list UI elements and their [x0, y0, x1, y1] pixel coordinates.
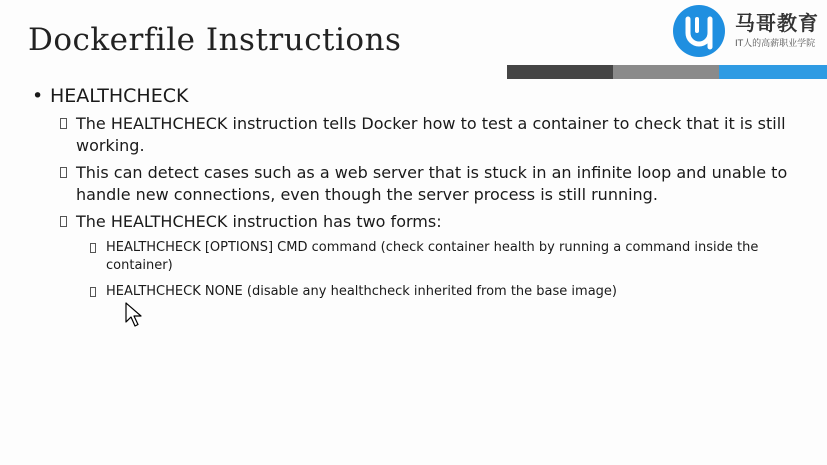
bullet-label: HEALTHCHECK: [50, 85, 189, 107]
form-text: HEALTHCHECK NONE (disable any healthcheck inherited from the base image): [106, 284, 617, 299]
point-item: [76, 162, 796, 206]
slide-title: Dockerfile Instructions: [28, 22, 402, 58]
bullet-box-icon: [90, 243, 96, 253]
logo-name: 马哥教育: [735, 11, 819, 35]
form-item: [106, 283, 796, 301]
form-text: HEALTHCHECK [OPTIONS] CMD command (check container health by running a command inside the container): [106, 240, 759, 273]
bullet-dot-icon: •: [32, 85, 44, 107]
brand-logo: [673, 4, 823, 62]
bullet-box-icon: [60, 167, 67, 178]
bullet-box-icon: [60, 216, 67, 227]
form-item: [106, 239, 796, 275]
bullet-box-icon: [60, 118, 67, 129]
bullet-healthcheck: [32, 85, 188, 107]
accent-bar-dark: [507, 65, 613, 79]
mouse-pointer-icon: [125, 302, 143, 328]
accent-bar-gray: [613, 65, 719, 79]
point-text: This can detect cases such as a web server that is stuck in an infinite loop and unable to handle new connections, even though the server process is still running.: [76, 163, 788, 204]
logo-mark-icon: [673, 5, 725, 57]
point-text: The HEALTHCHECK instruction tells Docker how to test a container to check that it is still working.: [76, 114, 786, 155]
point-item: [76, 113, 796, 157]
point-item: [76, 211, 796, 233]
accent-bar-blue: [719, 65, 827, 79]
bullet-box-icon: [90, 287, 96, 297]
logo-slogan: IT人的高薪职业学院: [735, 39, 816, 49]
point-text: The HEALTHCHECK instruction has two forms:: [76, 212, 442, 231]
